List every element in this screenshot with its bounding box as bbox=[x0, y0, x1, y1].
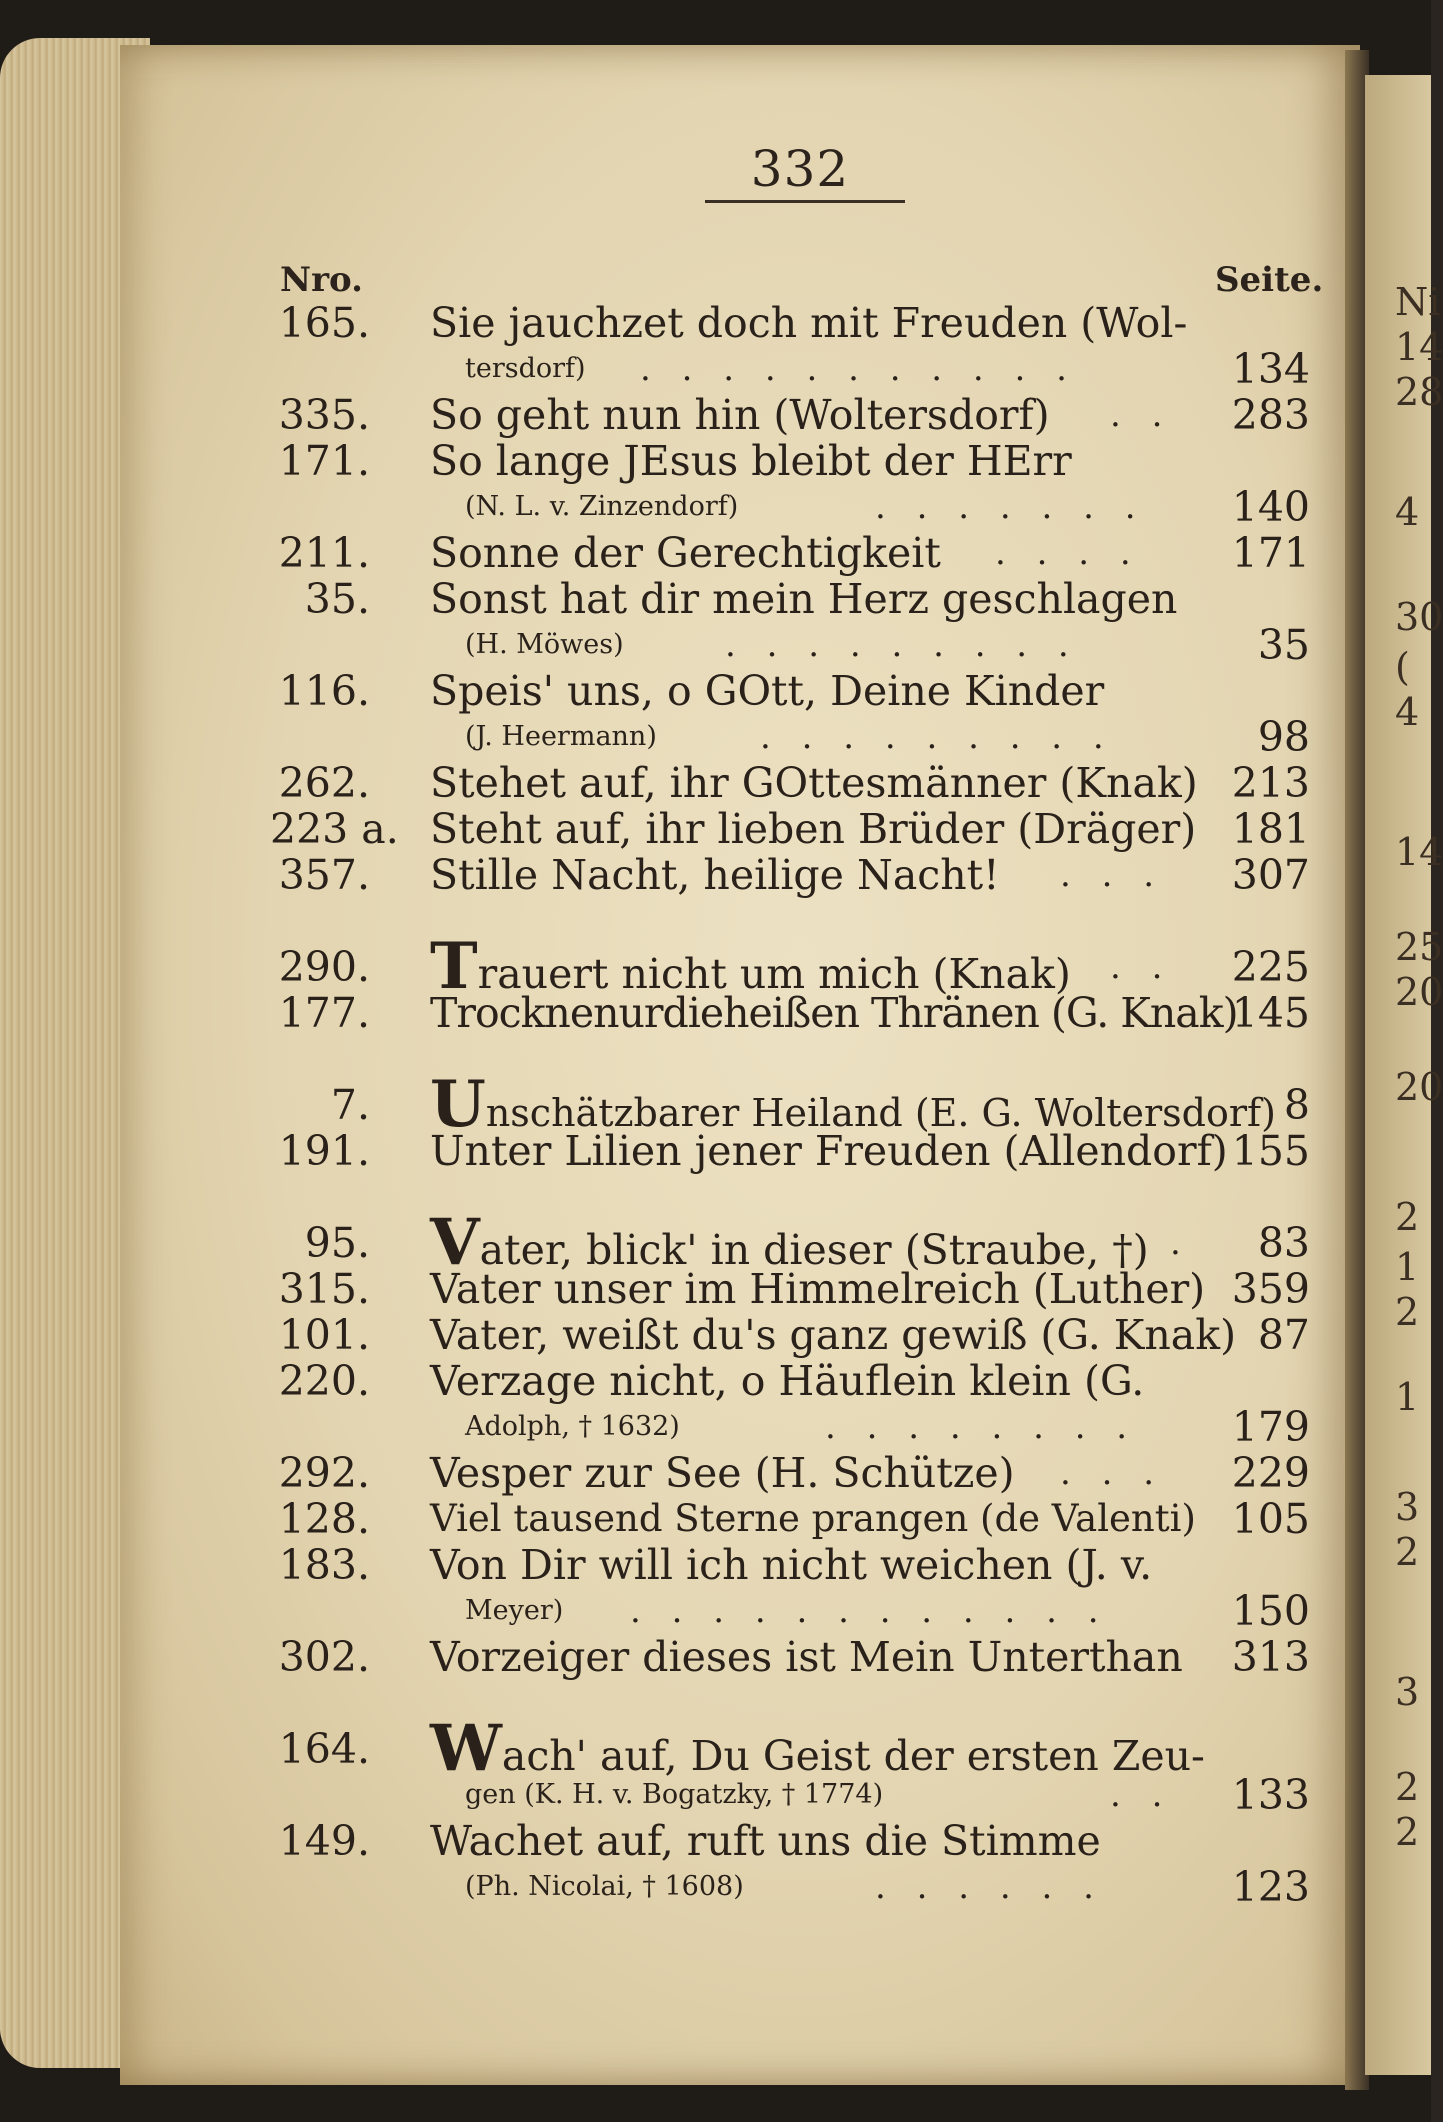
hymn-author: tersdorf) bbox=[465, 353, 586, 384]
hymn-number: 128. bbox=[278, 1495, 370, 1543]
facing-fragment: 30 bbox=[1395, 595, 1443, 639]
index-entry-continuation bbox=[0, 622, 1431, 668]
page-reference: 181 bbox=[1231, 805, 1310, 853]
page-reference: 359 bbox=[1231, 1265, 1310, 1313]
index-entry bbox=[0, 300, 1431, 346]
facing-fragment: 3 bbox=[1395, 1485, 1420, 1529]
hymn-number: 302. bbox=[278, 1633, 370, 1681]
page-reference: 133 bbox=[1231, 1771, 1310, 1819]
index-entry bbox=[0, 1711, 1431, 1786]
page-reference: 98 bbox=[1257, 713, 1310, 761]
hymn-author: (H. Möwes) bbox=[465, 629, 624, 660]
leader-dots: . . bbox=[1110, 947, 1173, 987]
hymn-author: (Ph. Nicolai, † 1608) bbox=[465, 1871, 744, 1902]
hymn-title: Sonst hat dir mein Herz geschlagen bbox=[430, 575, 1178, 623]
page-reference: 134 bbox=[1231, 345, 1310, 393]
page-reference: 307 bbox=[1231, 851, 1310, 899]
page-reference: 145 bbox=[1231, 989, 1310, 1037]
hymn-number: 262. bbox=[278, 759, 370, 807]
hymn-title-text: nschätzbarer Heiland (E. G. Woltersdorf) bbox=[485, 1091, 1276, 1135]
facing-fragment: 1 bbox=[1395, 1245, 1420, 1289]
leader-dots: . . . . bbox=[995, 533, 1141, 573]
index-entry-continuation bbox=[0, 1404, 1431, 1450]
hymn-title: Verzage nicht, o Häuflein klein (G. bbox=[430, 1357, 1145, 1405]
page-reference: 179 bbox=[1231, 1403, 1310, 1451]
hymn-number: 211. bbox=[278, 529, 370, 577]
hymn-number: 290. bbox=[278, 943, 370, 991]
hymn-title: Vater unser im Himmelreich (Luther) bbox=[430, 1265, 1206, 1313]
page-reference: 213 bbox=[1231, 759, 1310, 807]
page-reference: 225 bbox=[1231, 943, 1310, 991]
index-entry bbox=[0, 1450, 1431, 1496]
hymn-title: Vorzeiger dieses ist Mein Unterthan bbox=[430, 1633, 1183, 1681]
page-reference: 313 bbox=[1231, 1633, 1310, 1681]
leader-dots: . . . . . . . . . bbox=[760, 717, 1114, 757]
hymn-number: 101. bbox=[278, 1311, 370, 1359]
page-reference: 155 bbox=[1231, 1127, 1310, 1175]
leader-dots: . . . bbox=[1060, 855, 1165, 895]
facing-fragment: Ni bbox=[1395, 280, 1441, 324]
hymn-number: 335. bbox=[278, 391, 370, 439]
page-reference: 150 bbox=[1231, 1587, 1310, 1635]
index-entry bbox=[0, 1634, 1431, 1680]
leader-dots: . . bbox=[1110, 395, 1173, 435]
index-entry-continuation bbox=[0, 484, 1431, 530]
index-entry bbox=[0, 1312, 1431, 1358]
index-entry bbox=[0, 438, 1431, 484]
index-entry-continuation bbox=[0, 1588, 1431, 1634]
initial-letter: T bbox=[430, 929, 478, 1004]
facing-fragment: 20 bbox=[1395, 1065, 1443, 1109]
hymn-author: Adolph, † 1632) bbox=[465, 1411, 680, 1442]
initial-letter: U bbox=[430, 1067, 486, 1142]
index-entry bbox=[0, 392, 1431, 438]
index-entry bbox=[0, 1128, 1431, 1174]
index-entry bbox=[0, 668, 1431, 714]
index-entry bbox=[0, 1358, 1431, 1404]
hymn-number: 171. bbox=[278, 437, 370, 485]
leader-dots: . . . . . . . . . . . . bbox=[630, 1591, 1109, 1631]
hymn-title: Stille Nacht, heilige Nacht! bbox=[430, 851, 1000, 899]
leader-dots: . bbox=[1170, 1223, 1191, 1263]
facing-fragment: 2 bbox=[1395, 1290, 1420, 1334]
hymn-author: Meyer) bbox=[465, 1595, 564, 1626]
page-reference: 140 bbox=[1231, 483, 1310, 531]
facing-fragment: 3 bbox=[1395, 1670, 1420, 1714]
hymn-number: 315. bbox=[278, 1265, 370, 1313]
leader-dots: . . . . . . . bbox=[875, 487, 1146, 527]
hymn-author: (N. L. v. Zinzendorf) bbox=[465, 491, 739, 522]
hymn-number: 116. bbox=[278, 667, 370, 715]
hymn-title: Vater, weißt du's ganz gewiß (G. Knak) bbox=[430, 1311, 1237, 1359]
page-reference: 171 bbox=[1231, 529, 1310, 577]
hymn-number: 164. bbox=[278, 1725, 370, 1773]
hymn-number: 35. bbox=[304, 575, 370, 623]
hymn-author: gen (K. H. v. Bogatzky, † 1774) bbox=[465, 1779, 884, 1810]
index-entry bbox=[0, 760, 1431, 806]
facing-fragment: 25 bbox=[1395, 925, 1443, 969]
leader-dots: . . . . . . . . . bbox=[725, 625, 1079, 665]
leader-dots: . . . . . . bbox=[875, 1867, 1104, 1907]
facing-fragment: 20 bbox=[1395, 970, 1443, 1014]
facing-fragment: 1 bbox=[1395, 1375, 1420, 1419]
hymn-title-text: ach' auf, Du Geist der ersten Zeu- bbox=[501, 1732, 1205, 1780]
facing-fragment: 2 bbox=[1395, 1530, 1420, 1574]
hymn-number: 183. bbox=[278, 1541, 370, 1589]
index-entry bbox=[0, 1542, 1431, 1588]
page-reference: 8 bbox=[1283, 1081, 1310, 1129]
index-entry-continuation bbox=[0, 1772, 1431, 1818]
page-reference: 105 bbox=[1231, 1495, 1310, 1543]
page-reference: 123 bbox=[1231, 1863, 1310, 1911]
column-header-seite: Seite. bbox=[1215, 260, 1324, 300]
hymn-number: 177. bbox=[278, 989, 370, 1037]
initial-letter: V bbox=[430, 1205, 480, 1280]
index-entry bbox=[0, 852, 1431, 898]
page-reference: 87 bbox=[1257, 1311, 1310, 1359]
initial-letter: W bbox=[430, 1711, 502, 1786]
column-header-nro: Nro. bbox=[280, 260, 363, 300]
page-reference: 83 bbox=[1257, 1219, 1310, 1267]
index-entry bbox=[0, 990, 1431, 1036]
page-reference: 283 bbox=[1231, 391, 1310, 439]
index-entry bbox=[0, 1266, 1431, 1312]
hymn-title: Unter Lilien jener Freuden (Allendorf) bbox=[430, 1127, 1228, 1175]
hymn-number: 220. bbox=[278, 1357, 370, 1405]
index-entry bbox=[0, 1496, 1431, 1542]
hymn-title: Sie jauchzet doch mit Freuden (Wol- bbox=[430, 299, 1188, 347]
hymn-title: Steht auf, ihr lieben Brüder (Dräger) bbox=[430, 805, 1197, 853]
hymn-title: Trocknenurdieheißen Thränen (G. Knak) bbox=[430, 989, 1238, 1037]
index-entry-continuation bbox=[0, 346, 1431, 392]
facing-fragment: 2 bbox=[1395, 1765, 1420, 1809]
leader-dots: . . . . . . . . . . . bbox=[640, 349, 1077, 389]
hymn-title: Sonne der Gerechtigkeit bbox=[430, 529, 941, 577]
leader-dots: . . . . . . . . bbox=[825, 1407, 1138, 1447]
index-entry bbox=[0, 576, 1431, 622]
hymn-title: Von Dir will ich nicht weichen (J. v. bbox=[430, 1541, 1153, 1589]
facing-fragment: 4 bbox=[1395, 690, 1420, 734]
hymn-number: 223 a. bbox=[270, 805, 399, 853]
index-entry bbox=[0, 530, 1431, 576]
hymn-number: 7. bbox=[330, 1081, 370, 1129]
hymn-title-text: ater, blick' in dieser (Straube, †) bbox=[479, 1226, 1149, 1274]
hymn-title: Speis' uns, o GOtt, Deine Kinder bbox=[430, 667, 1105, 715]
facing-fragment: 4 bbox=[1395, 490, 1420, 534]
index-entry bbox=[0, 1818, 1431, 1864]
hymn-title: So lange JEsus bleibt der HErr bbox=[430, 437, 1072, 485]
facing-fragment: 28 bbox=[1395, 370, 1443, 414]
hymn-author: (J. Heermann) bbox=[465, 721, 657, 752]
page-number: 332 bbox=[750, 140, 850, 198]
hymn-number: 292. bbox=[278, 1449, 370, 1497]
hymn-number: 95. bbox=[304, 1219, 370, 1267]
hymn-title: Wachet auf, ruft uns die Stimme bbox=[430, 1817, 1101, 1865]
index-entry bbox=[0, 806, 1431, 852]
index-entry bbox=[0, 1205, 1431, 1280]
hymn-number: 191. bbox=[278, 1127, 370, 1175]
facing-fragment: 14 bbox=[1395, 830, 1443, 874]
index-entry-continuation bbox=[0, 714, 1431, 760]
leader-dots: . . . bbox=[1060, 1453, 1165, 1493]
hymn-title-text: rauert nicht um mich (Knak) bbox=[477, 950, 1071, 998]
facing-fragment: ( bbox=[1395, 645, 1410, 689]
hymn-number: 165. bbox=[278, 299, 370, 347]
page-reference: 35 bbox=[1257, 621, 1310, 669]
hymn-title: Viel tausend Sterne prangen (de Valenti) bbox=[430, 1497, 1196, 1540]
index-entry-continuation bbox=[0, 1864, 1431, 1910]
hymn-number: 357. bbox=[278, 851, 370, 899]
facing-fragment: 14 bbox=[1395, 325, 1443, 369]
hymn-title: Vesper zur See (H. Schütze) bbox=[430, 1449, 1015, 1497]
hymn-title: So geht nun hin (Woltersdorf) bbox=[430, 391, 1050, 439]
page-number-rule bbox=[705, 200, 905, 203]
page-reference: 229 bbox=[1231, 1449, 1310, 1497]
facing-fragment: 2 bbox=[1395, 1810, 1420, 1854]
hymn-number: 149. bbox=[278, 1817, 370, 1865]
hymn-title: Stehet auf, ihr GOttesmänner (Knak) bbox=[430, 759, 1198, 807]
leader-dots: . . bbox=[1110, 1775, 1173, 1815]
facing-fragment: 2 bbox=[1395, 1195, 1420, 1239]
